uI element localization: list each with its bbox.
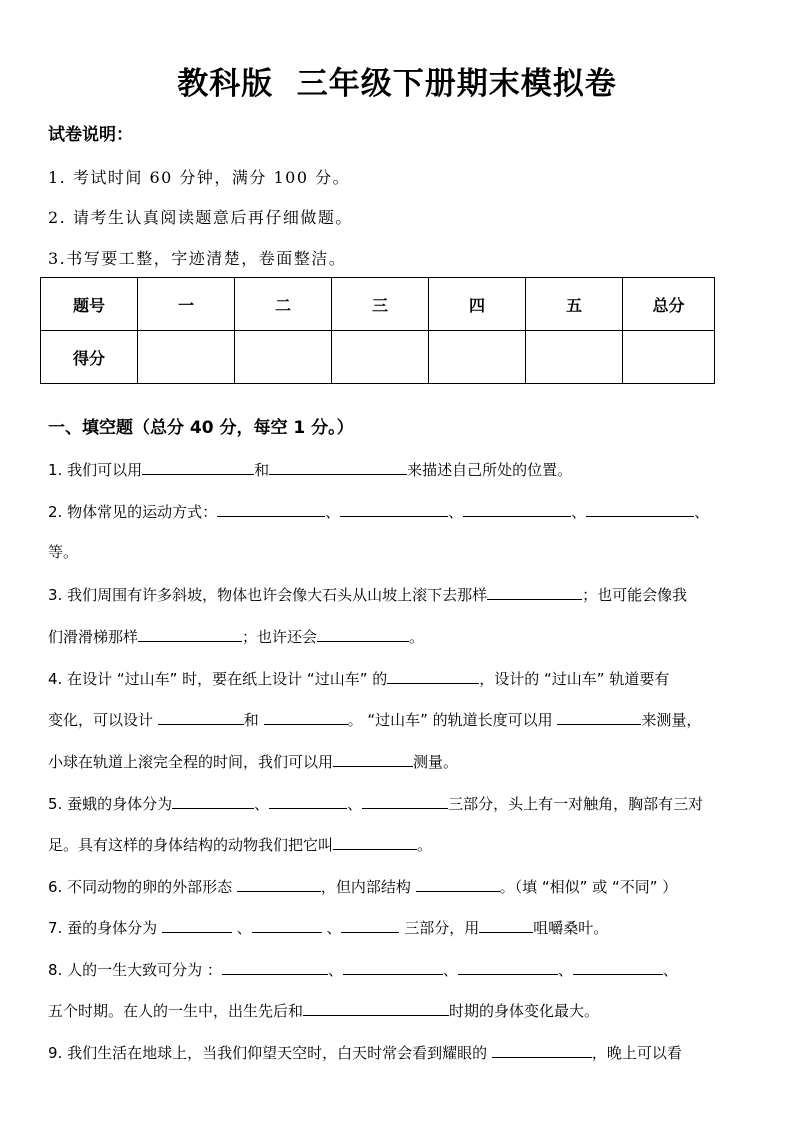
answer-blank[interactable]: [317, 624, 409, 642]
score-cell: 三: [332, 278, 429, 331]
score-table-score-row: [41, 331, 715, 384]
answer-blank[interactable]: [586, 499, 694, 517]
score-input-cell[interactable]: [332, 331, 429, 384]
question-text: ，设计的 “过山车” 轨道要有: [479, 670, 670, 688]
question-text: 咀嚼桑叶。: [533, 919, 609, 937]
question-text: 2. 物体常见的运动方式：: [48, 503, 218, 521]
question-text: 、: [571, 503, 587, 521]
question-text: 、: [442, 961, 458, 979]
question-text: ；也可能会像我: [582, 586, 688, 604]
answer-blank[interactable]: [479, 915, 533, 933]
question-5: [48, 791, 703, 815]
question-text: ，晚上可以看: [591, 1044, 682, 1062]
question-1: [48, 457, 572, 481]
question-text: 4. 在设计 “过山车” 时，要在纸上设计 “过山车” 的: [48, 670, 388, 688]
question-text: 1. 我们可以用: [48, 461, 143, 479]
answer-blank[interactable]: [269, 457, 407, 475]
question-4-cont: [48, 707, 701, 731]
score-cell: 四: [429, 278, 526, 331]
question-text: 5. 蚕蛾的身体分为: [48, 795, 173, 813]
question-text: 。: [409, 628, 425, 646]
question-9: [48, 1040, 682, 1064]
question-text: 6. 不同动物的卵的外部形态: [48, 878, 237, 896]
question-text: 变化，可以设计: [48, 711, 158, 729]
question-3-cont: [48, 624, 424, 648]
answer-blank[interactable]: [237, 874, 321, 892]
question-text: 来描述自己所处的位置。: [407, 461, 573, 479]
instruction-item: 2. 请考生认真阅读题意后再仔细做题。: [48, 208, 353, 227]
question-text: 、: [321, 919, 342, 937]
question-text: 、: [694, 503, 710, 521]
answer-blank[interactable]: [492, 1040, 592, 1058]
question-text: 、: [327, 961, 343, 979]
section-heading: 一、填空题（总分 40 分，每空 1 分。）: [48, 418, 354, 438]
answer-blank[interactable]: [142, 457, 254, 475]
question-text: 、: [325, 503, 341, 521]
answer-blank[interactable]: [341, 915, 399, 933]
answer-blank[interactable]: [162, 915, 232, 933]
question-2-cont: [48, 541, 78, 563]
question-text: 、: [254, 795, 270, 813]
question-text: 来测量，: [641, 711, 702, 729]
page-title: 教科版 三年级下册期末模拟卷: [177, 66, 617, 102]
score-cell: 一: [138, 278, 235, 331]
answer-blank[interactable]: [333, 749, 413, 767]
question-text: 五个时期。在人的一生中，出生先后和: [48, 1002, 304, 1020]
question-text: 。（填 “相似” 或 “不同” ）: [499, 878, 678, 896]
score-input-cell[interactable]: [526, 331, 623, 384]
question-text: 小球在轨道上滚完全程的时间，我们可以用: [48, 753, 334, 771]
question-text: 、: [347, 795, 363, 813]
score-cell: 题号: [41, 278, 138, 331]
answer-blank[interactable]: [463, 499, 571, 517]
answer-blank[interactable]: [138, 624, 242, 642]
score-input-cell[interactable]: [138, 331, 235, 384]
question-text: 和: [254, 461, 270, 479]
question-text: 等。: [48, 543, 79, 561]
question-text: 7. 蚕的身体分为: [48, 919, 162, 937]
answer-blank[interactable]: [333, 832, 417, 850]
question-4-cont: [48, 749, 458, 773]
score-cell: 得分: [41, 331, 138, 384]
score-cell: 五: [526, 278, 623, 331]
answer-blank[interactable]: [340, 499, 448, 517]
answer-blank[interactable]: [557, 707, 641, 725]
instruction-item: 3.书写要工整，字迹清楚，卷面整洁。: [48, 249, 347, 268]
question-text: 足。具有这样的身体结构的动物我们把它叫: [48, 836, 334, 854]
answer-blank[interactable]: [487, 582, 582, 600]
question-text: 时期的身体变化最大。: [449, 1002, 600, 1020]
answer-blank[interactable]: [172, 791, 254, 809]
question-3: [48, 582, 687, 606]
score-input-cell[interactable]: [429, 331, 526, 384]
question-text: 、: [448, 503, 464, 521]
answer-blank[interactable]: [458, 957, 558, 975]
score-table: [40, 277, 715, 384]
answer-blank[interactable]: [573, 957, 663, 975]
answer-blank[interactable]: [269, 791, 347, 809]
question-text: 。 “过山车” 的轨道长度可以用: [347, 711, 558, 729]
question-2: [48, 499, 709, 523]
answer-blank[interactable]: [303, 998, 449, 1016]
score-cell: 总分: [623, 278, 715, 331]
instructions-heading: 试卷说明：: [48, 125, 133, 145]
question-text: 3. 我们周围有许多斜坡，物体也许会像大石头从山坡上滚下去那样: [48, 586, 488, 604]
question-text: 测量。: [413, 753, 459, 771]
score-table-header-row: [41, 278, 715, 331]
question-text: 8. 人的一生大致可分为 ：: [48, 961, 222, 979]
score-cell: 二: [235, 278, 332, 331]
question-8: [48, 957, 678, 981]
score-input-cell[interactable]: [623, 331, 715, 384]
answer-blank[interactable]: [416, 874, 500, 892]
question-text: 们滑滑梯那样: [48, 628, 139, 646]
question-8-cont: [48, 998, 599, 1022]
answer-blank[interactable]: [217, 499, 325, 517]
question-text: 9. 我们生活在地球上，当我们仰望天空时，白天时常会看到耀眼的: [48, 1044, 492, 1062]
question-7: [48, 915, 608, 939]
answer-blank[interactable]: [362, 791, 448, 809]
answer-blank[interactable]: [222, 957, 328, 975]
question-text: 、: [557, 961, 573, 979]
score-input-cell[interactable]: [235, 331, 332, 384]
answer-blank[interactable]: [343, 957, 443, 975]
question-text: 、: [662, 961, 678, 979]
question-text: ，但内部结构: [320, 878, 416, 896]
instruction-item: 1. 考试时间 60 分钟，满分 100 分。: [48, 168, 351, 187]
question-text: 三部分，头上有一对触角，胸部有三对: [448, 795, 704, 813]
question-text: ；也许还会: [242, 628, 318, 646]
answer-blank[interactable]: [252, 915, 322, 933]
answer-blank[interactable]: [387, 666, 479, 684]
question-6: [48, 874, 677, 898]
question-text: 和: [243, 711, 264, 729]
question-text: 。: [417, 836, 433, 854]
answer-blank[interactable]: [264, 707, 348, 725]
question-4: [48, 666, 669, 690]
question-text: 、: [231, 919, 252, 937]
answer-blank[interactable]: [158, 707, 244, 725]
question-text: 三部分，用: [399, 919, 480, 937]
question-5-cont: [48, 832, 432, 856]
